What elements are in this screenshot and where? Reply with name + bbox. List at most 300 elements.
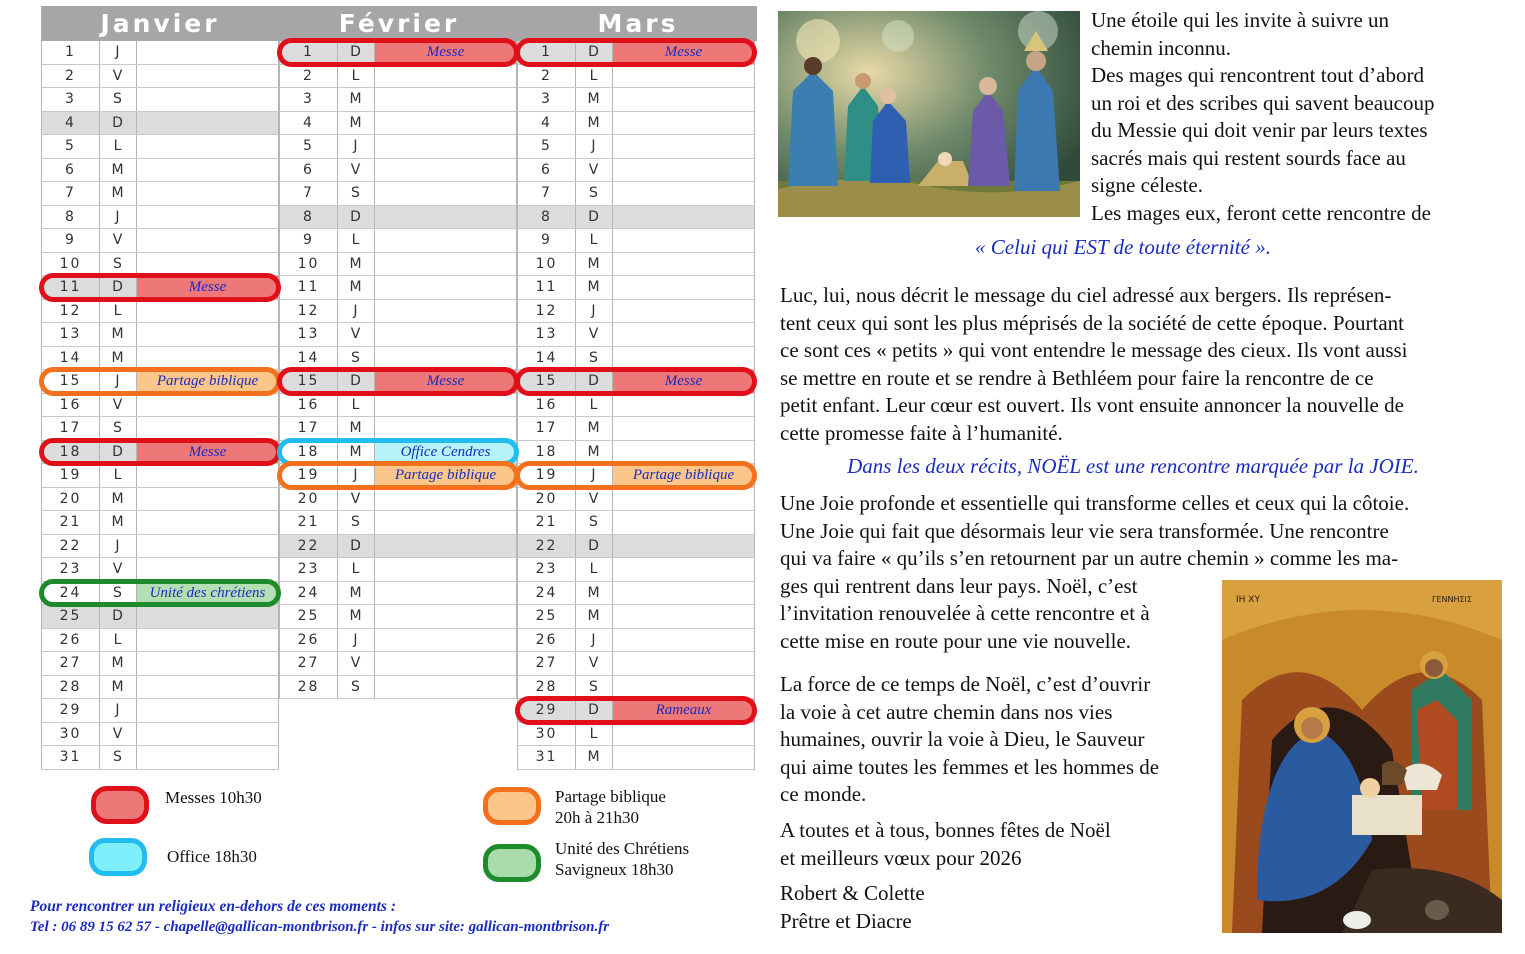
day-of-week: V	[99, 65, 137, 88]
day-number: 5	[518, 135, 576, 158]
day-of-week: V	[99, 558, 137, 581]
day-of-week: L	[575, 723, 613, 746]
calendar-day-row	[279, 417, 517, 441]
joy-paragraph	[780, 490, 1510, 573]
quote-joy: Dans les deux récits, NOËL est une rencontre marquée par la JOIE.	[847, 454, 1419, 478]
day-number: 27	[518, 652, 576, 675]
day-number: 4	[42, 112, 100, 135]
day-number: 29	[42, 699, 100, 722]
calendar-day-row	[517, 159, 755, 183]
day-number: 5	[280, 135, 338, 158]
day-of-week: L	[575, 558, 613, 581]
event-cell	[613, 417, 754, 440]
calendar-day-row	[517, 464, 755, 488]
text-line: signe céleste.	[1091, 173, 1203, 197]
quote-eternity: « Celui qui EST de toute éternité ».	[975, 235, 1271, 259]
day-of-week: J	[337, 300, 375, 323]
day-number: 13	[280, 323, 338, 346]
day-number: 18	[42, 441, 100, 464]
text-line: Robert & Colette	[780, 881, 925, 905]
event-cell	[137, 253, 278, 276]
event-cell	[613, 488, 754, 511]
calendar-day-row	[41, 676, 279, 700]
event-cell	[613, 535, 754, 558]
text-line: humaines, ouvrir la voie à Dieu, le Sauveur	[780, 727, 1145, 751]
day-number: 30	[518, 723, 576, 746]
day-of-week: V	[99, 394, 137, 417]
day-number: 19	[280, 464, 338, 487]
event-label: Partage biblique	[375, 464, 516, 487]
day-number: 16	[280, 394, 338, 417]
calendar-day-row	[41, 253, 279, 277]
day-number: 19	[42, 464, 100, 487]
calendar-day-row	[279, 394, 517, 418]
day-of-week: L	[99, 300, 137, 323]
calendar-day-row	[41, 441, 279, 465]
event-cell	[137, 652, 278, 675]
calendar-day-row	[517, 370, 755, 394]
event-cell	[375, 558, 516, 581]
event-cell	[613, 511, 754, 534]
day-of-week: D	[575, 206, 613, 229]
text-line: et meilleurs vœux pour 2026	[780, 845, 1022, 870]
day-of-week: V	[337, 652, 375, 675]
day-number: 12	[42, 300, 100, 323]
day-of-week: L	[337, 394, 375, 417]
day-of-week: D	[337, 41, 375, 64]
event-cell	[375, 417, 516, 440]
day-of-week: J	[99, 41, 137, 64]
text-line: ce monde.	[780, 782, 867, 806]
contact-line-2: Tel : 06 89 15 62 57 - chapelle@gallican-montbrison.fr - infos sur site: gallican-montbrison.fr	[30, 919, 610, 935]
day-number: 20	[42, 488, 100, 511]
day-number: 27	[42, 652, 100, 675]
event-cell	[137, 394, 278, 417]
calendar-day-row	[279, 182, 517, 206]
day-of-week: D	[99, 441, 137, 464]
calendar-day-row	[517, 41, 755, 65]
calendar-day-row	[517, 488, 755, 512]
day-number: 19	[518, 464, 576, 487]
text-line: cette mise en route pour une vie nouvelle.	[780, 628, 1132, 653]
day-number: 12	[518, 300, 576, 323]
day-number: 15	[42, 370, 100, 393]
event-cell	[613, 323, 754, 346]
text-line: A toutes et à tous, bonnes fêtes de Noël	[780, 818, 1111, 842]
day-of-week: S	[99, 582, 137, 605]
month-header-janvier: Janvier	[41, 6, 279, 41]
calendar-day-row	[517, 699, 755, 723]
legend-partage-swatch	[483, 787, 541, 825]
calendar-day-row	[517, 347, 755, 371]
calendar-day-row	[279, 206, 517, 230]
calendar-day-row	[517, 441, 755, 465]
day-of-week: M	[575, 253, 613, 276]
event-cell	[375, 394, 516, 417]
calendar-day-row	[517, 511, 755, 535]
day-number: 4	[280, 112, 338, 135]
calendar-day-row	[279, 347, 517, 371]
day-number: 11	[280, 276, 338, 299]
calendar-day-row	[41, 723, 279, 747]
day-of-week: M	[337, 276, 375, 299]
calendar-day-row	[279, 323, 517, 347]
event-label: Office Cendres	[375, 441, 516, 464]
day-number: 28	[518, 676, 576, 699]
text-line: qui aime toutes les femmes et les hommes de	[780, 754, 1160, 779]
day-number: 9	[518, 229, 576, 252]
calendar-day-row	[517, 182, 755, 206]
event-cell	[375, 676, 516, 699]
event-cell	[613, 605, 754, 628]
day-number: 16	[42, 394, 100, 417]
event-cell	[613, 746, 754, 769]
calendar-day-row	[41, 41, 279, 65]
event-cell	[613, 253, 754, 276]
day-of-week: M	[575, 276, 613, 299]
day-of-week: S	[575, 182, 613, 205]
event-cell	[375, 159, 516, 182]
event-label: Partage biblique	[137, 370, 278, 393]
day-number: 26	[280, 629, 338, 652]
month-header-fevrier: Février	[279, 6, 519, 41]
event-cell	[613, 652, 754, 675]
day-number: 25	[518, 605, 576, 628]
calendar-day-row	[41, 746, 279, 770]
text-line: petit enfant. Leur cœur est ouvert. Ils vont ensuite annoncer la nouvelle de	[780, 393, 1404, 417]
text-line: Des mages qui rencontrent tout d’abord	[1091, 63, 1424, 87]
text-line: Une Joie qui fait que désormais leur vie sera transformée. Une rencontre	[780, 518, 1389, 543]
event-cell	[375, 605, 516, 628]
day-number: 26	[42, 629, 100, 652]
day-of-week: J	[337, 135, 375, 158]
calendar-day-row	[279, 300, 517, 324]
day-of-week: V	[337, 488, 375, 511]
legend-unite-line2: Savigneux 18h30	[555, 860, 674, 879]
legend-unite-swatch	[483, 844, 541, 882]
text-line: l’invitation renouvelée à cette rencontre et à	[780, 601, 1150, 625]
day-number: 6	[280, 159, 338, 182]
month-column-janvier	[41, 41, 279, 770]
day-of-week: V	[337, 159, 375, 182]
event-cell	[137, 323, 278, 346]
event-cell	[613, 347, 754, 370]
calendar-day-row	[41, 511, 279, 535]
calendar-day-row	[41, 370, 279, 394]
day-of-week: M	[99, 159, 137, 182]
calendar-day-row	[41, 182, 279, 206]
event-cell	[137, 206, 278, 229]
text-line: qui va faire « qu’ils s’en retournent par un autre chemin » comme les ma-	[780, 546, 1399, 570]
calendar-day-row	[41, 417, 279, 441]
calendar-day-row	[517, 723, 755, 747]
calendar-day-row	[41, 558, 279, 582]
calendar-day-row	[279, 65, 517, 89]
calendar-day-row	[517, 65, 755, 89]
day-of-week: D	[337, 370, 375, 393]
day-number: 6	[518, 159, 576, 182]
calendar-day-row	[41, 699, 279, 723]
day-of-week: M	[575, 746, 613, 769]
day-of-week: M	[575, 417, 613, 440]
event-label: Messe	[375, 370, 516, 393]
icon-inscription-right: ΓΕΝΝΗΣΙΣ	[1432, 595, 1472, 604]
calendar-day-row	[279, 605, 517, 629]
day-number: 31	[42, 746, 100, 769]
day-of-week: M	[99, 347, 137, 370]
text-line: La force de ce temps de Noël, c’est d’ouvrir	[780, 672, 1151, 696]
day-of-week: L	[99, 135, 137, 158]
text-line: Les mages eux, feront cette rencontre de	[1091, 200, 1431, 225]
day-number: 8	[280, 206, 338, 229]
event-cell	[375, 488, 516, 511]
calendar-day-row	[517, 652, 755, 676]
day-of-week: V	[337, 323, 375, 346]
calendar-day-row	[279, 41, 517, 65]
day-number: 15	[518, 370, 576, 393]
day-of-week: S	[337, 347, 375, 370]
calendar-day-row	[41, 347, 279, 371]
month-header-mars: Mars	[519, 6, 757, 41]
day-of-week: J	[575, 629, 613, 652]
calendar-day-row	[41, 488, 279, 512]
calendar-day-row	[279, 441, 517, 465]
event-cell	[137, 300, 278, 323]
day-of-week: V	[575, 488, 613, 511]
day-of-week: J	[337, 464, 375, 487]
event-cell	[613, 394, 754, 417]
text-line: Prêtre et Diacre	[780, 908, 912, 933]
day-of-week: M	[99, 652, 137, 675]
calendar-day-row	[41, 464, 279, 488]
calendar-day-row	[279, 370, 517, 394]
luke-paragraph	[780, 282, 1510, 447]
day-of-week: M	[99, 323, 137, 346]
day-of-week: D	[575, 699, 613, 722]
event-cell	[137, 488, 278, 511]
day-number: 10	[518, 253, 576, 276]
event-cell	[137, 41, 278, 64]
text-line: Luc, lui, nous décrit le message du ciel adressé aux bergers. Ils représen-	[780, 283, 1392, 307]
event-cell	[375, 112, 516, 135]
day-of-week: J	[575, 300, 613, 323]
legend-partage-line2: 20h à 21h30	[555, 808, 640, 827]
day-of-week: M	[575, 441, 613, 464]
calendar-day-row	[279, 135, 517, 159]
event-cell	[375, 300, 516, 323]
day-number: 28	[42, 676, 100, 699]
text-line: se mettre en route et se rendre à Bethléem pour faire la rencontre de ce	[780, 365, 1374, 390]
event-cell	[137, 229, 278, 252]
calendar-day-row	[279, 488, 517, 512]
day-number: 21	[518, 511, 576, 534]
event-cell	[137, 511, 278, 534]
event-cell	[613, 300, 754, 323]
day-of-week: D	[99, 276, 137, 299]
text-line: un roi et des scribes qui savent beaucoup	[1091, 90, 1435, 115]
calendar-day-row	[41, 65, 279, 89]
event-cell	[137, 558, 278, 581]
calendar-day-row	[517, 300, 755, 324]
calendar-day-row	[279, 159, 517, 183]
day-of-week: M	[575, 582, 613, 605]
calendar-day-row	[279, 88, 517, 112]
calendar-day-row	[517, 112, 755, 136]
calendar-day-row	[279, 511, 517, 535]
day-number: 11	[518, 276, 576, 299]
day-number: 18	[280, 441, 338, 464]
day-number: 8	[42, 206, 100, 229]
legend-partage-label	[555, 786, 666, 828]
day-of-week: M	[337, 582, 375, 605]
day-number: 1	[280, 41, 338, 64]
calendar-day-row	[41, 323, 279, 347]
day-of-week: D	[575, 41, 613, 64]
event-cell	[137, 417, 278, 440]
event-cell	[375, 182, 516, 205]
calendar-day-row	[41, 112, 279, 136]
contact-line-1: Pour rencontrer un religieux en-dehors de ces moments :	[30, 898, 396, 915]
day-number: 10	[280, 253, 338, 276]
event-cell	[375, 629, 516, 652]
calendar-day-row	[517, 582, 755, 606]
greetings	[780, 817, 1220, 872]
day-number: 22	[280, 535, 338, 558]
event-cell	[375, 206, 516, 229]
event-cell	[613, 206, 754, 229]
calendar-day-row	[517, 676, 755, 700]
day-number: 14	[280, 347, 338, 370]
day-number: 18	[518, 441, 576, 464]
day-of-week: J	[575, 464, 613, 487]
day-of-week: V	[99, 723, 137, 746]
day-of-week: J	[337, 629, 375, 652]
day-of-week: L	[575, 394, 613, 417]
day-of-week: S	[337, 676, 375, 699]
day-number: 17	[518, 417, 576, 440]
event-cell	[137, 699, 278, 722]
day-of-week: S	[337, 511, 375, 534]
day-number: 16	[518, 394, 576, 417]
day-of-week: D	[99, 605, 137, 628]
event-cell	[137, 629, 278, 652]
day-number: 24	[42, 582, 100, 605]
event-label: Messe	[613, 370, 754, 393]
day-of-week: M	[337, 88, 375, 111]
day-of-week: J	[99, 370, 137, 393]
day-number: 25	[280, 605, 338, 628]
calendar-day-row	[517, 276, 755, 300]
day-number: 21	[42, 511, 100, 534]
event-cell	[613, 276, 754, 299]
event-cell	[137, 464, 278, 487]
day-number: 10	[42, 253, 100, 276]
day-of-week: D	[99, 112, 137, 135]
day-of-week: L	[337, 558, 375, 581]
event-cell	[613, 723, 754, 746]
text-line: chemin inconnu.	[1091, 35, 1231, 60]
text-line: du Messie qui doit venir par leurs textes	[1091, 118, 1428, 142]
day-number: 20	[518, 488, 576, 511]
event-cell	[613, 159, 754, 182]
calendar-day-row	[279, 629, 517, 653]
day-number: 4	[518, 112, 576, 135]
day-number: 24	[280, 582, 338, 605]
event-label: Messe	[137, 441, 278, 464]
event-cell	[137, 347, 278, 370]
calendar-day-row	[517, 135, 755, 159]
text-line: cette promesse faite à l’humanité.	[780, 420, 1063, 445]
event-cell	[375, 65, 516, 88]
day-number: 13	[42, 323, 100, 346]
day-of-week: S	[99, 88, 137, 111]
day-of-week: S	[337, 182, 375, 205]
day-number: 31	[518, 746, 576, 769]
day-number: 6	[42, 159, 100, 182]
calendar-day-row	[41, 300, 279, 324]
day-of-week: S	[99, 417, 137, 440]
calendar-day-row	[517, 605, 755, 629]
event-cell	[613, 558, 754, 581]
day-of-week: D	[575, 535, 613, 558]
event-cell	[137, 182, 278, 205]
day-number: 9	[280, 229, 338, 252]
event-cell	[137, 88, 278, 111]
day-number: 22	[518, 535, 576, 558]
day-number: 21	[280, 511, 338, 534]
icon-inscription-left: IH XY	[1236, 595, 1260, 605]
event-cell	[613, 135, 754, 158]
legend-unite-label	[555, 838, 689, 880]
day-of-week: S	[99, 746, 137, 769]
day-number: 3	[42, 88, 100, 111]
calendar-day-row	[517, 206, 755, 230]
day-number: 2	[280, 65, 338, 88]
day-number: 20	[280, 488, 338, 511]
day-number: 23	[280, 558, 338, 581]
event-cell	[613, 112, 754, 135]
event-cell	[375, 323, 516, 346]
event-cell	[375, 535, 516, 558]
day-number: 17	[42, 417, 100, 440]
day-number: 23	[518, 558, 576, 581]
event-label: Partage biblique	[613, 464, 754, 487]
day-number: 22	[42, 535, 100, 558]
event-cell	[613, 441, 754, 464]
day-of-week: J	[575, 135, 613, 158]
calendar-day-row	[279, 535, 517, 559]
day-number: 1	[42, 41, 100, 64]
day-of-week: M	[575, 112, 613, 135]
calendar-day-row	[279, 112, 517, 136]
day-number: 25	[42, 605, 100, 628]
nativity-scene-photo	[778, 11, 1080, 217]
day-number: 30	[42, 723, 100, 746]
day-of-week: M	[575, 605, 613, 628]
calendar-day-row	[517, 746, 755, 770]
event-label: Messe	[137, 276, 278, 299]
day-number: 29	[518, 699, 576, 722]
day-number: 3	[280, 88, 338, 111]
day-number: 1	[518, 41, 576, 64]
day-number: 17	[280, 417, 338, 440]
text-line: Une Joie profonde et essentielle qui transforme celles et ceux qui la côtoie.	[780, 491, 1410, 515]
day-number: 14	[42, 347, 100, 370]
day-number: 27	[280, 652, 338, 675]
event-cell	[137, 605, 278, 628]
day-number: 7	[280, 182, 338, 205]
day-number: 24	[518, 582, 576, 605]
